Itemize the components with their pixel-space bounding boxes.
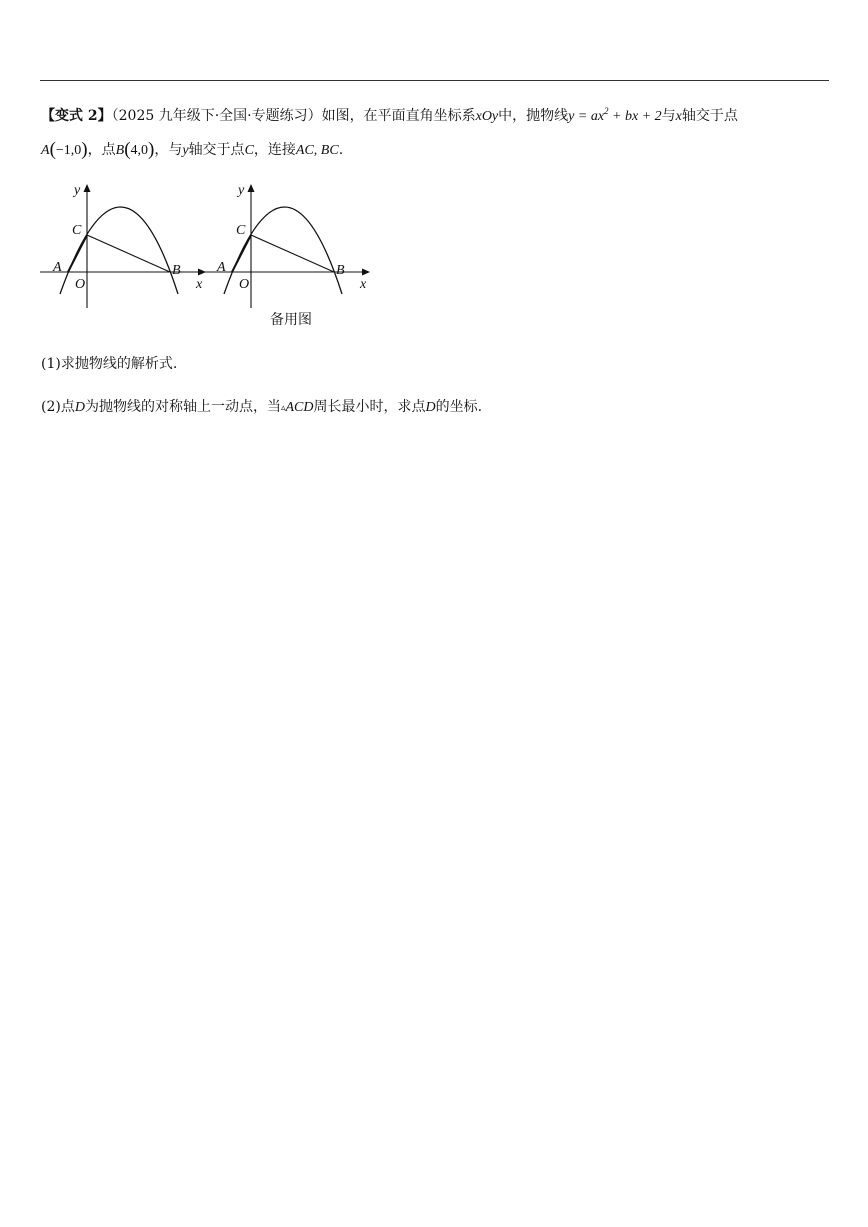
segment-bc — [87, 235, 170, 272]
point-c-label: C — [244, 143, 254, 158]
paren-close: ) — [148, 139, 155, 160]
q2-text-b: 为抛物线的对称轴上一动点，当 — [84, 399, 281, 415]
x-label: x — [360, 277, 367, 292]
x-variable: x — [675, 109, 682, 124]
parabola-figure — [204, 178, 376, 308]
point-b-label: B — [172, 263, 181, 278]
end-period: . — [338, 142, 344, 158]
segment-ac — [232, 235, 251, 272]
origin-label: O — [75, 277, 86, 292]
point-b-label: B — [115, 143, 125, 158]
point-b-coords: 4,0 — [130, 143, 149, 158]
segments-label: AC, BC — [295, 143, 339, 158]
paren-close: ) — [81, 139, 88, 160]
question-2 — [41, 397, 482, 419]
point-a-label: A — [53, 260, 62, 275]
segment-ac — [68, 235, 87, 272]
figure-main — [40, 178, 212, 308]
problem-line-2 — [41, 140, 343, 161]
q2-text-a: (2)点 — [41, 399, 75, 415]
paren-open: ( — [49, 139, 56, 160]
question-1: (1)求抛物线的解析式. — [41, 356, 178, 372]
intro-text-2: 中，抛物线 — [498, 108, 569, 124]
problem-source: （2025 九年级下·全国·专题练习） — [111, 108, 322, 124]
problem-line-1 — [41, 106, 738, 127]
point-c-label: C — [236, 223, 246, 238]
separator-2: ，与 — [154, 142, 183, 158]
figure-spare — [204, 178, 376, 308]
point-a-label: A — [41, 143, 50, 158]
triangle-symbol: ▵ — [280, 403, 286, 413]
point-a-coords: −1,0 — [55, 143, 82, 158]
x-label: x — [196, 277, 203, 292]
separator-1: ，点 — [87, 142, 116, 158]
problem-tag: 【变式 2】 — [41, 108, 112, 124]
y-label: y — [238, 183, 245, 198]
point-b-label: B — [336, 263, 345, 278]
equation-left: y = ax — [568, 109, 605, 124]
equation — [568, 106, 662, 124]
y-label: y — [74, 183, 81, 198]
y-variable: y — [182, 143, 189, 158]
point-a-label: A — [217, 260, 226, 275]
point-d-label: D — [74, 400, 85, 415]
intro-text-4: 轴交于点 — [681, 108, 738, 124]
y-axis-arrow — [248, 184, 255, 192]
point-d-label: D — [425, 400, 436, 415]
segment-bc — [251, 235, 334, 272]
plane-name: xOy — [475, 109, 499, 124]
intro-text-5: 轴交于点 — [188, 142, 245, 158]
intro-text-3: 与 — [661, 108, 676, 124]
figure-caption: 备用图 — [270, 312, 312, 328]
q2-text-c: 周长最小时，求点 — [313, 399, 426, 415]
equation-right: + bx + 2 — [608, 109, 662, 124]
intro-text-1: 如图，在平面直角坐标系 — [321, 108, 476, 124]
header-rule — [40, 80, 829, 81]
x-axis-arrow — [362, 269, 370, 276]
origin-label: O — [239, 277, 250, 292]
paren-open: ( — [124, 139, 131, 160]
equation-exponent: 2 — [604, 106, 609, 116]
triangle-label: ACD — [285, 400, 314, 415]
intro-text-6: ，连接 — [253, 142, 296, 158]
point-c-label: C — [72, 223, 82, 238]
q2-text-d: 的坐标. — [435, 399, 483, 415]
parabola-figure — [40, 178, 212, 308]
y-axis-arrow — [84, 184, 91, 192]
